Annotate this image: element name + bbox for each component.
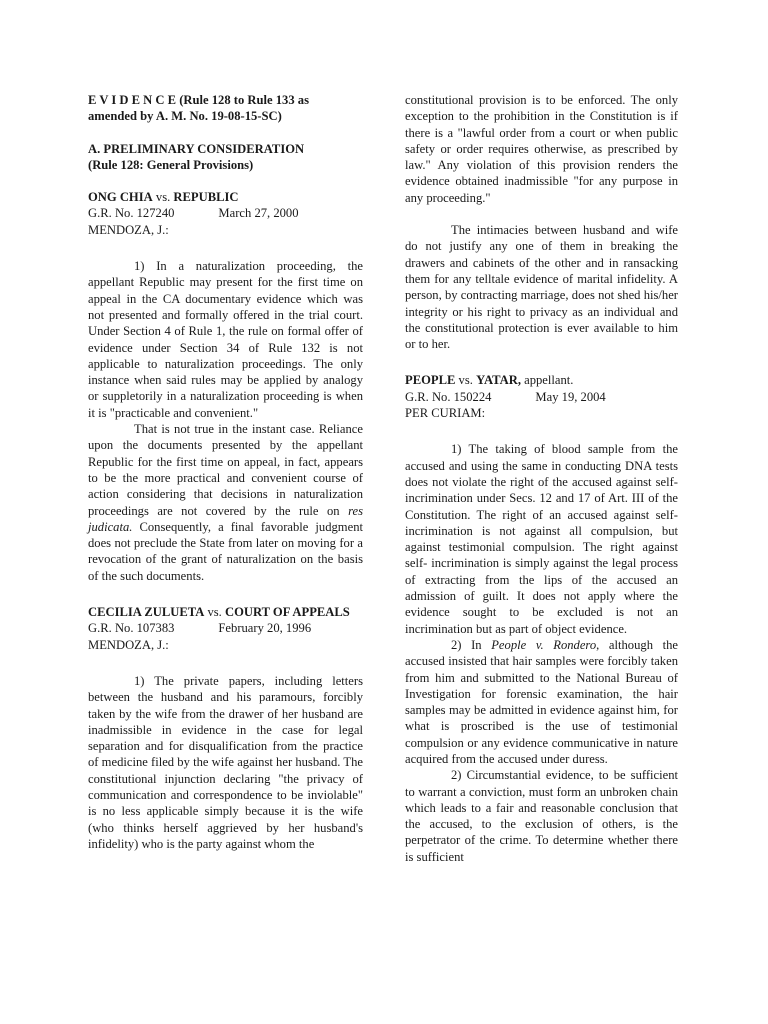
- right-column: [405, 92, 678, 865]
- document-title: [88, 92, 363, 125]
- decision-date: May 19, 2004: [535, 389, 606, 404]
- paragraph: 2) In People v. Rondero, although the accused insisted that hair samples were forcibly taken from him and submitted to the National Bureau of Investigation for forensic examination, the hair samples may be admitted in evidence against him, for what is proscribed is the use of testimonial compulsion or any evidence communicative in nature acquired from the accused under duress.: [405, 637, 679, 766]
- paragraph-continued: constitutional provision is to be enforced. The only exception to the prohibition in the Constitution is if there is a "lawful order from a court or when public safety or order requires otherwise, as prescribed by law." Any violation of this provision renders the evidence obtained inadmissible "for any purpose in any proceeding.": [405, 93, 678, 205]
- ponente-ong-chia: MENDOZA, J.:: [88, 222, 169, 237]
- title-line-1: E V I D E N C E (Rule 128 to Rule 133 as: [88, 93, 309, 107]
- decision-date: March 27, 2000: [218, 206, 299, 221]
- case-title-ong-chia: ONG CHIA vs. REPUBLIC: [88, 190, 239, 205]
- gr-number: G.R. No. 150224: [405, 389, 492, 404]
- paragraph: The intimacies between husband and wife do not justify any one of them in breaking the drawers and cabinets of the other and in ransacking them for any telltale evidence of marital infidelity. A person, by contracting marriage, does not shed his/her integrity or his right to privacy as an individual and the constitutional protection is ever available to him or to her.: [405, 223, 678, 352]
- decision-date: February 20, 1996: [218, 621, 312, 636]
- left-column: [88, 92, 363, 852]
- case-meta-zulueta: [88, 620, 363, 636]
- ponente-zulueta: MENDOZA, J.:: [88, 637, 169, 652]
- case-title-yatar: PEOPLE vs. YATAR, appellant.: [405, 373, 574, 388]
- paragraph: 1) The private papers, including letters between the husband and his paramours, forcibly taken by the wife from the drawer of her husband are inadmissible in evidence in the case for legal separation and for disqualification from the practice of medicine filed by the wife against her husband. The constitutional injunction declaring "the privacy of communication and correspondence to be inviolable" is no less applicable simply because it is the wife (who thinks herself aggrieved by her husband's infidelity) who is the party against whom the: [88, 673, 363, 851]
- gr-number: G.R. No. 107383: [88, 621, 175, 636]
- case-meta-yatar: [405, 389, 678, 405]
- gr-number: G.R. No. 127240: [88, 206, 175, 221]
- title-line-2: amended by A. M. No. 19-08-15-SC): [88, 109, 282, 124]
- case-meta-ong-chia: [88, 205, 363, 221]
- paragraph: That is not true in the instant case. Reliance upon the documents presented by the appellant Republic for the first time on appeal, in fact, appears to be the more practical and convenient course of action considering that decisions in naturalization proceedings are not covered by the rule on res judicata. Consequently, a final favorable judgment does not preclude the State from later on moving for a revocation of the grant of naturalization on the basis of the such documents.: [88, 422, 363, 583]
- paragraph: 2) Circumstantial evidence, to be sufficient to warrant a conviction, must form an unbroken chain which leads to a fair and reasonable conclusion that the accused, to the exclusion of others, is the perpetrator of the crime. To determine whether there is sufficient: [405, 768, 678, 864]
- paragraph: 1) In a naturalization proceeding, the appellant Republic may present for the first time on appeal in the CA documentary evidence which was not presented and formally offered in the trial court. Under Section 4 of Rule 1, the rule on formal offer of evidence under Section 34 of Rule 132 is not applicable to naturalization proceedings. The only instance when said rules may be applied by analogy or suppletorily in a naturalization proceeding is when it is "practicable and convenient.": [88, 259, 363, 420]
- ponente-yatar: PER CURIAM:: [405, 406, 486, 421]
- paragraph: 1) The taking of blood sample from the accused and using the same in conducting DNA tests does not violate the right of the accused against self-incrimination under Secs. 12 and 17 of Art. III of the Constitution. The right of an accused against self-incrimination is not against all compulsion, but against testimonial compulsion. The right against self- incrimination is simply against the legal process of extracting from the lips of the accused an admission of guilt. It does not apply where the evidence sought to be excluded is not an incrimination but as part of object evidence.: [405, 442, 678, 636]
- section-heading-line-1: A. PRELIMINARY CONSIDERATION: [88, 141, 305, 156]
- section-heading-line-2: (Rule 128: General Provisions): [88, 157, 254, 172]
- section-heading: [88, 141, 363, 174]
- case-title-zulueta: CECILIA ZULUETA vs. COURT OF APPEALS: [88, 605, 350, 620]
